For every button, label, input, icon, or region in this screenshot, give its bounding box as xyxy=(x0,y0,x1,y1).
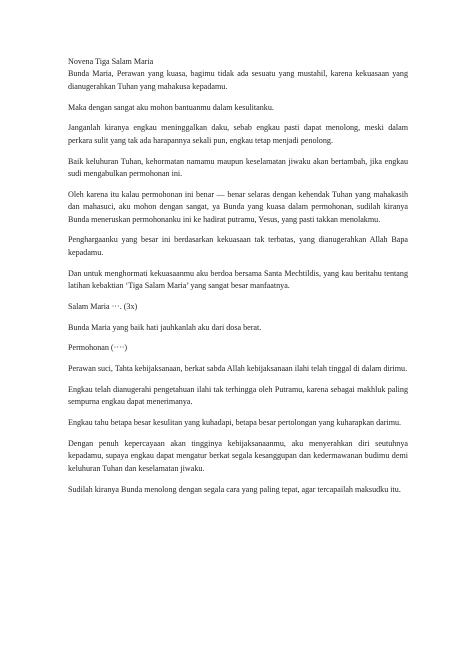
paragraph: Maka dengan sangat aku mohon bantuanmu dalam kesulitanku. xyxy=(68,102,274,112)
document-body xyxy=(68,56,408,504)
paragraph: Dengan penuh kepercayaan akan tingginya kebijaksanaanmu, aku menyerahkan diri seutuhnya kepadamu, supaya engkau dapat mengatur berkat segala kesanggupan dan kedermawanan budimu demi keluhuran Tuhan dan keselamatan jiwaku. xyxy=(68,439,408,473)
paragraph: Salam Maria ···. (3x) xyxy=(68,301,138,311)
paragraph: Engkau telah dianugerahi pengetahuan ilahi tak terhingga oleh Putramu, karena sebagai makhluk paling sempurna engkau dapat menerimanya. xyxy=(68,385,408,407)
paragraph: Sudilah kiranya Bunda menolong dengan segala cara yang paling tepat, agar tercapailah maksudku itu. xyxy=(68,484,401,494)
paragraph: Baik keluhuran Tuhan, kehormatan namamu maupun keselamatan jiwaku akan bertambah, jika engkau sudi mengabulkan permohonan ini. xyxy=(68,156,408,179)
document-title: Novena Tiga Salam Maria xyxy=(68,57,154,66)
paragraph: Oleh karena itu kalau permohonan ini benar — benar selaras dengan kehendak Tuhan yang mahakasih dan mahasuci, aku mohon dengan sangat, ya Bunda yang kuasa dalam permohonan, sudilah kiranya Bunda meneruskan permohonanku ini ke hadirat putramu, Yesus, yang pasti takkan menolakmu. xyxy=(68,189,408,224)
paragraph: Janganlah kiranya engkau meninggalkan daku, sebab engkau pasti dapat menolong, meski dalam perkara sulit yang tak ada harapannya sekali pun, engkau tetap menjadi penolong. xyxy=(68,123,408,145)
paragraph: Bunda Maria yang baik hati jauhkanlah aku dari dosa berat. xyxy=(68,322,262,332)
paragraph: Bunda Maria, Perawan yang kuasa, bagimu tidak ada sesuatu yang mustahil, karena kekuasaan yang dianugerahkan Tuhan yang mahakusa kepadamu. xyxy=(68,69,408,91)
paragraph: Perawan suci, Tahta kebijaksanaan, berkat sabda Allah kebijaksanaan ilahi telah tinggal di dalam dirimu. xyxy=(68,364,408,374)
paragraph: Permohonan (····) xyxy=(68,343,128,353)
paragraph: Penghargaanku yang besar ini berdasarkan kekuasaan tak terbatas, yang dianugerahkan Allah Bapa kepadamu. xyxy=(68,235,408,257)
paragraph: Engkau tahu betapa besar kesulitan yang kuhadapi, betapa besar pertolongan yang kuharapkan darimu. xyxy=(68,418,402,428)
paragraph: Dan untuk menghormati kekuasaanmu aku berdoa bersama Santa Mechtildis, yang kau beritahu tentang latihan kebaktian ‘Tiga Salam Maria’ yang sangat besar manfaatnya. xyxy=(68,268,408,291)
